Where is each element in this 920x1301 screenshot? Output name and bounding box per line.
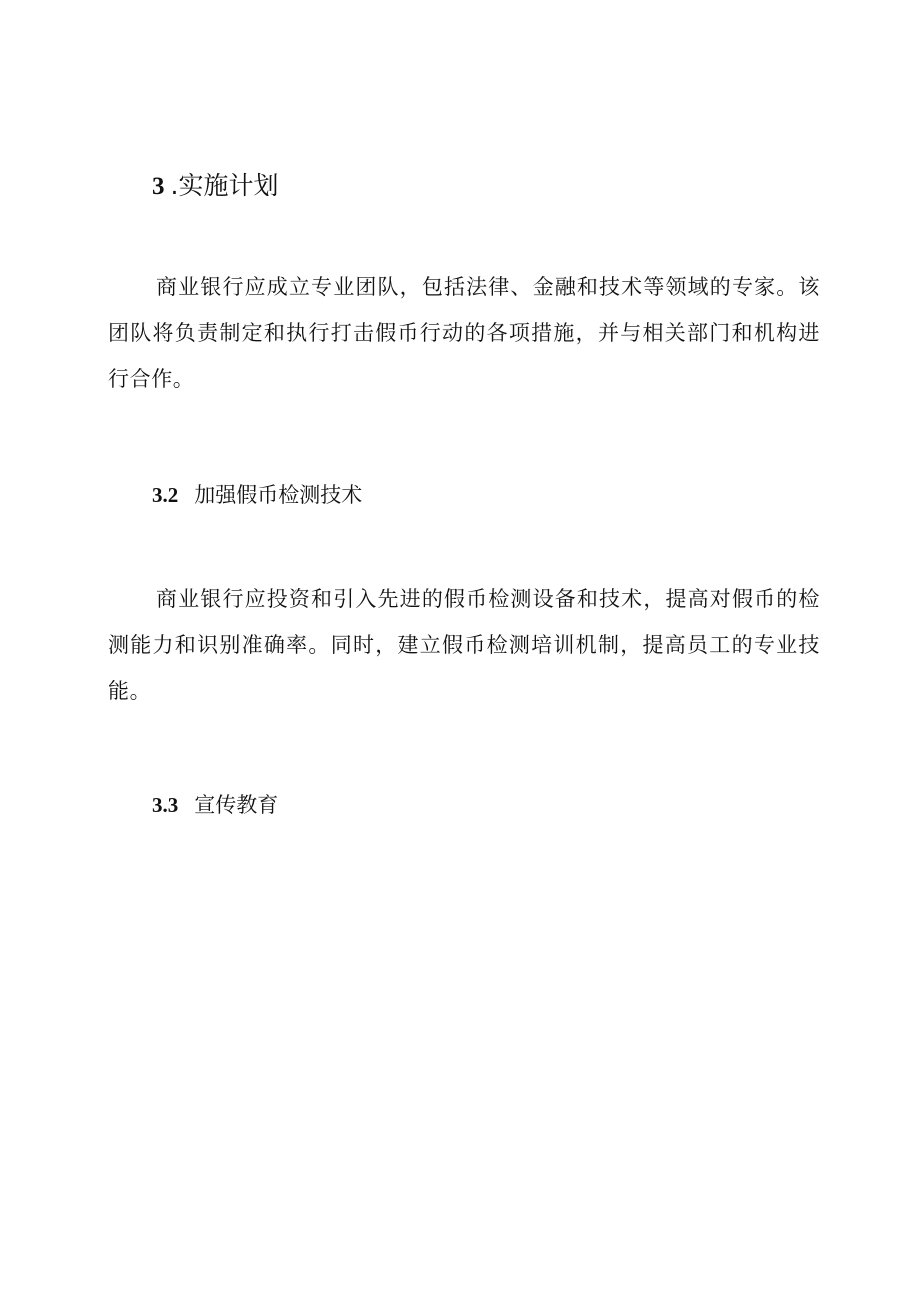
body-paragraph-team: 商业银行应成立专业团队，包括法律、金融和技术等领域的专家。该团队将负责制定和执行打击假币行动的各项措施，并与相关部门和机构进行合作。	[108, 275, 820, 391]
section-number: 3.2	[152, 483, 179, 507]
section-title: 加强假币检测技术	[194, 483, 363, 507]
section-number: 3.3	[152, 793, 179, 817]
section-heading-3	[152, 168, 278, 205]
section-title: .实施计划	[170, 171, 279, 200]
section-heading-3-2	[152, 480, 362, 510]
section-title: 宣传教育	[194, 793, 279, 817]
section-number: 3	[152, 173, 165, 200]
body-paragraph-detection: 商业银行应投资和引入先进的假币检测设备和技术，提高对假币的检测能力和识别准确率。同时，建立假币检测培训机制，提高员工的专业技能。	[108, 587, 820, 703]
section-heading-3-3	[152, 790, 278, 820]
